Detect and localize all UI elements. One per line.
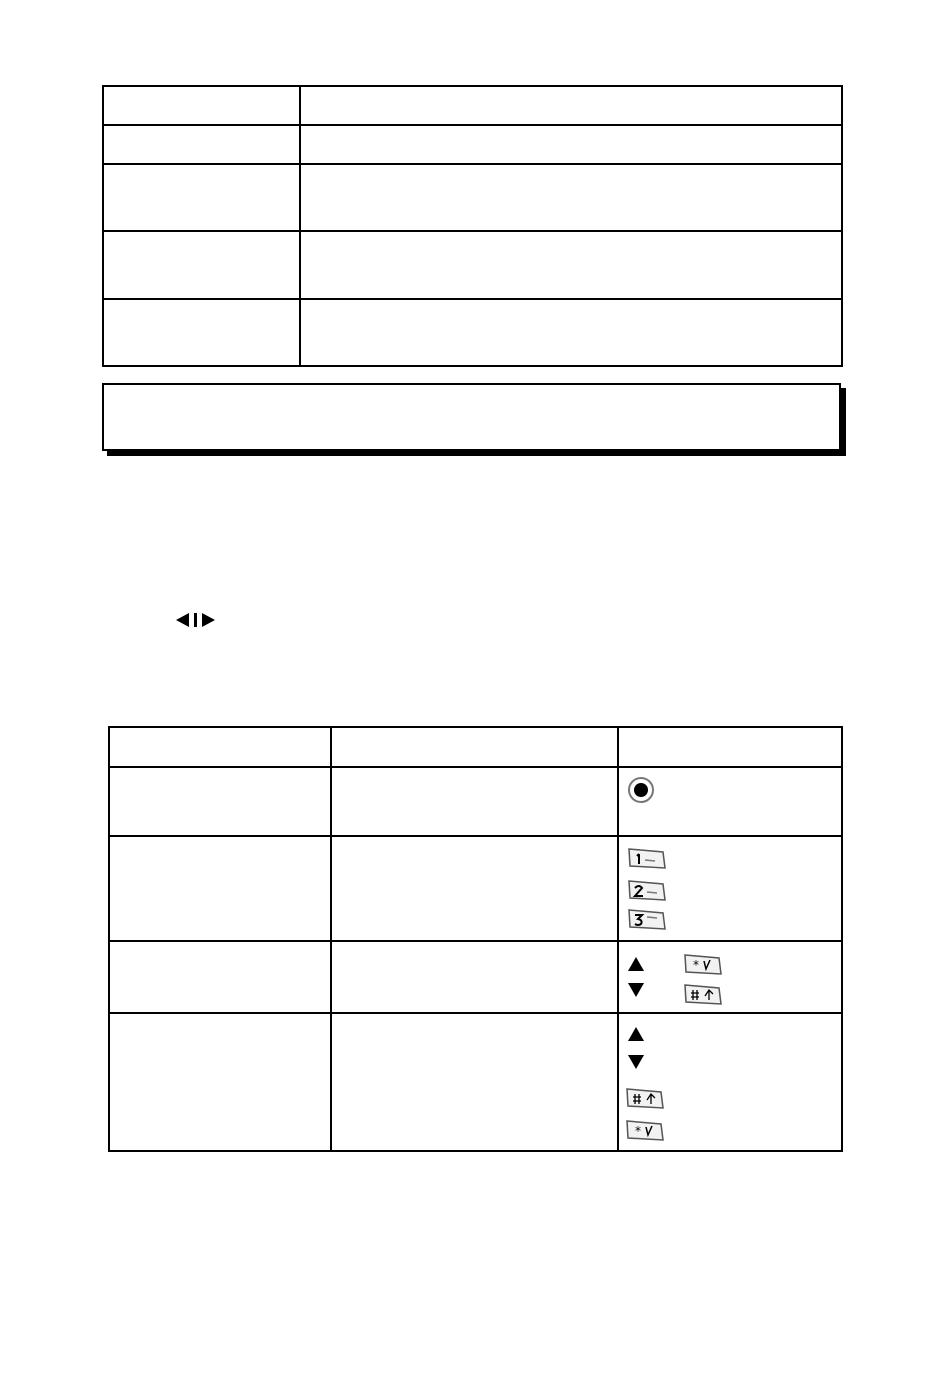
table-header-row <box>103 86 842 125</box>
table-row <box>109 767 842 836</box>
hash-key-icon <box>625 1086 665 1110</box>
key-3-icon <box>627 907 667 931</box>
table-row <box>103 125 842 164</box>
table-row <box>109 836 842 941</box>
key-1-icon <box>627 846 667 870</box>
table-cell <box>103 86 300 125</box>
table-cell <box>300 299 842 366</box>
table-header-row <box>109 727 842 767</box>
star-key-icon <box>625 1118 665 1142</box>
key-function-table <box>108 726 843 1152</box>
table-cell <box>618 1013 842 1151</box>
table-cell <box>103 299 300 366</box>
table-row <box>109 941 842 1013</box>
table-cell <box>103 125 300 164</box>
up-arrow-icon <box>627 956 645 972</box>
table-cell <box>109 941 331 1013</box>
table-cell <box>618 727 842 767</box>
key-2-icon <box>627 878 667 902</box>
table-cell <box>618 941 842 1013</box>
left-right-arrow-icon <box>176 612 216 628</box>
table-cell <box>331 1013 617 1151</box>
down-arrow-icon <box>627 1054 645 1070</box>
table-cell <box>103 231 300 299</box>
down-arrow-icon <box>627 982 645 998</box>
table-cell <box>300 231 842 299</box>
table-cell <box>618 767 842 836</box>
table-row <box>103 164 842 231</box>
table-cell <box>300 86 842 125</box>
note-box <box>102 383 841 451</box>
table-cell <box>331 941 617 1013</box>
hash-key-icon <box>683 982 723 1006</box>
table-cell <box>331 727 617 767</box>
table-row <box>109 1013 842 1151</box>
table-cell <box>300 164 842 231</box>
table-cell <box>109 727 331 767</box>
up-arrow-icon <box>627 1026 645 1042</box>
table-row <box>103 299 842 366</box>
svg-text:*: * <box>634 1124 641 1138</box>
table-cell <box>109 1013 331 1151</box>
table-cell <box>300 125 842 164</box>
star-key-icon <box>683 952 723 976</box>
table-cell <box>109 767 331 836</box>
table-row <box>103 231 842 299</box>
table-cell <box>331 836 617 941</box>
table-cell <box>331 767 617 836</box>
table-cell <box>109 836 331 941</box>
table-cell <box>618 836 842 941</box>
svg-text:*: * <box>692 958 699 972</box>
table-cell <box>103 164 300 231</box>
center-select-key-icon <box>627 776 655 804</box>
settings-table <box>102 85 843 367</box>
